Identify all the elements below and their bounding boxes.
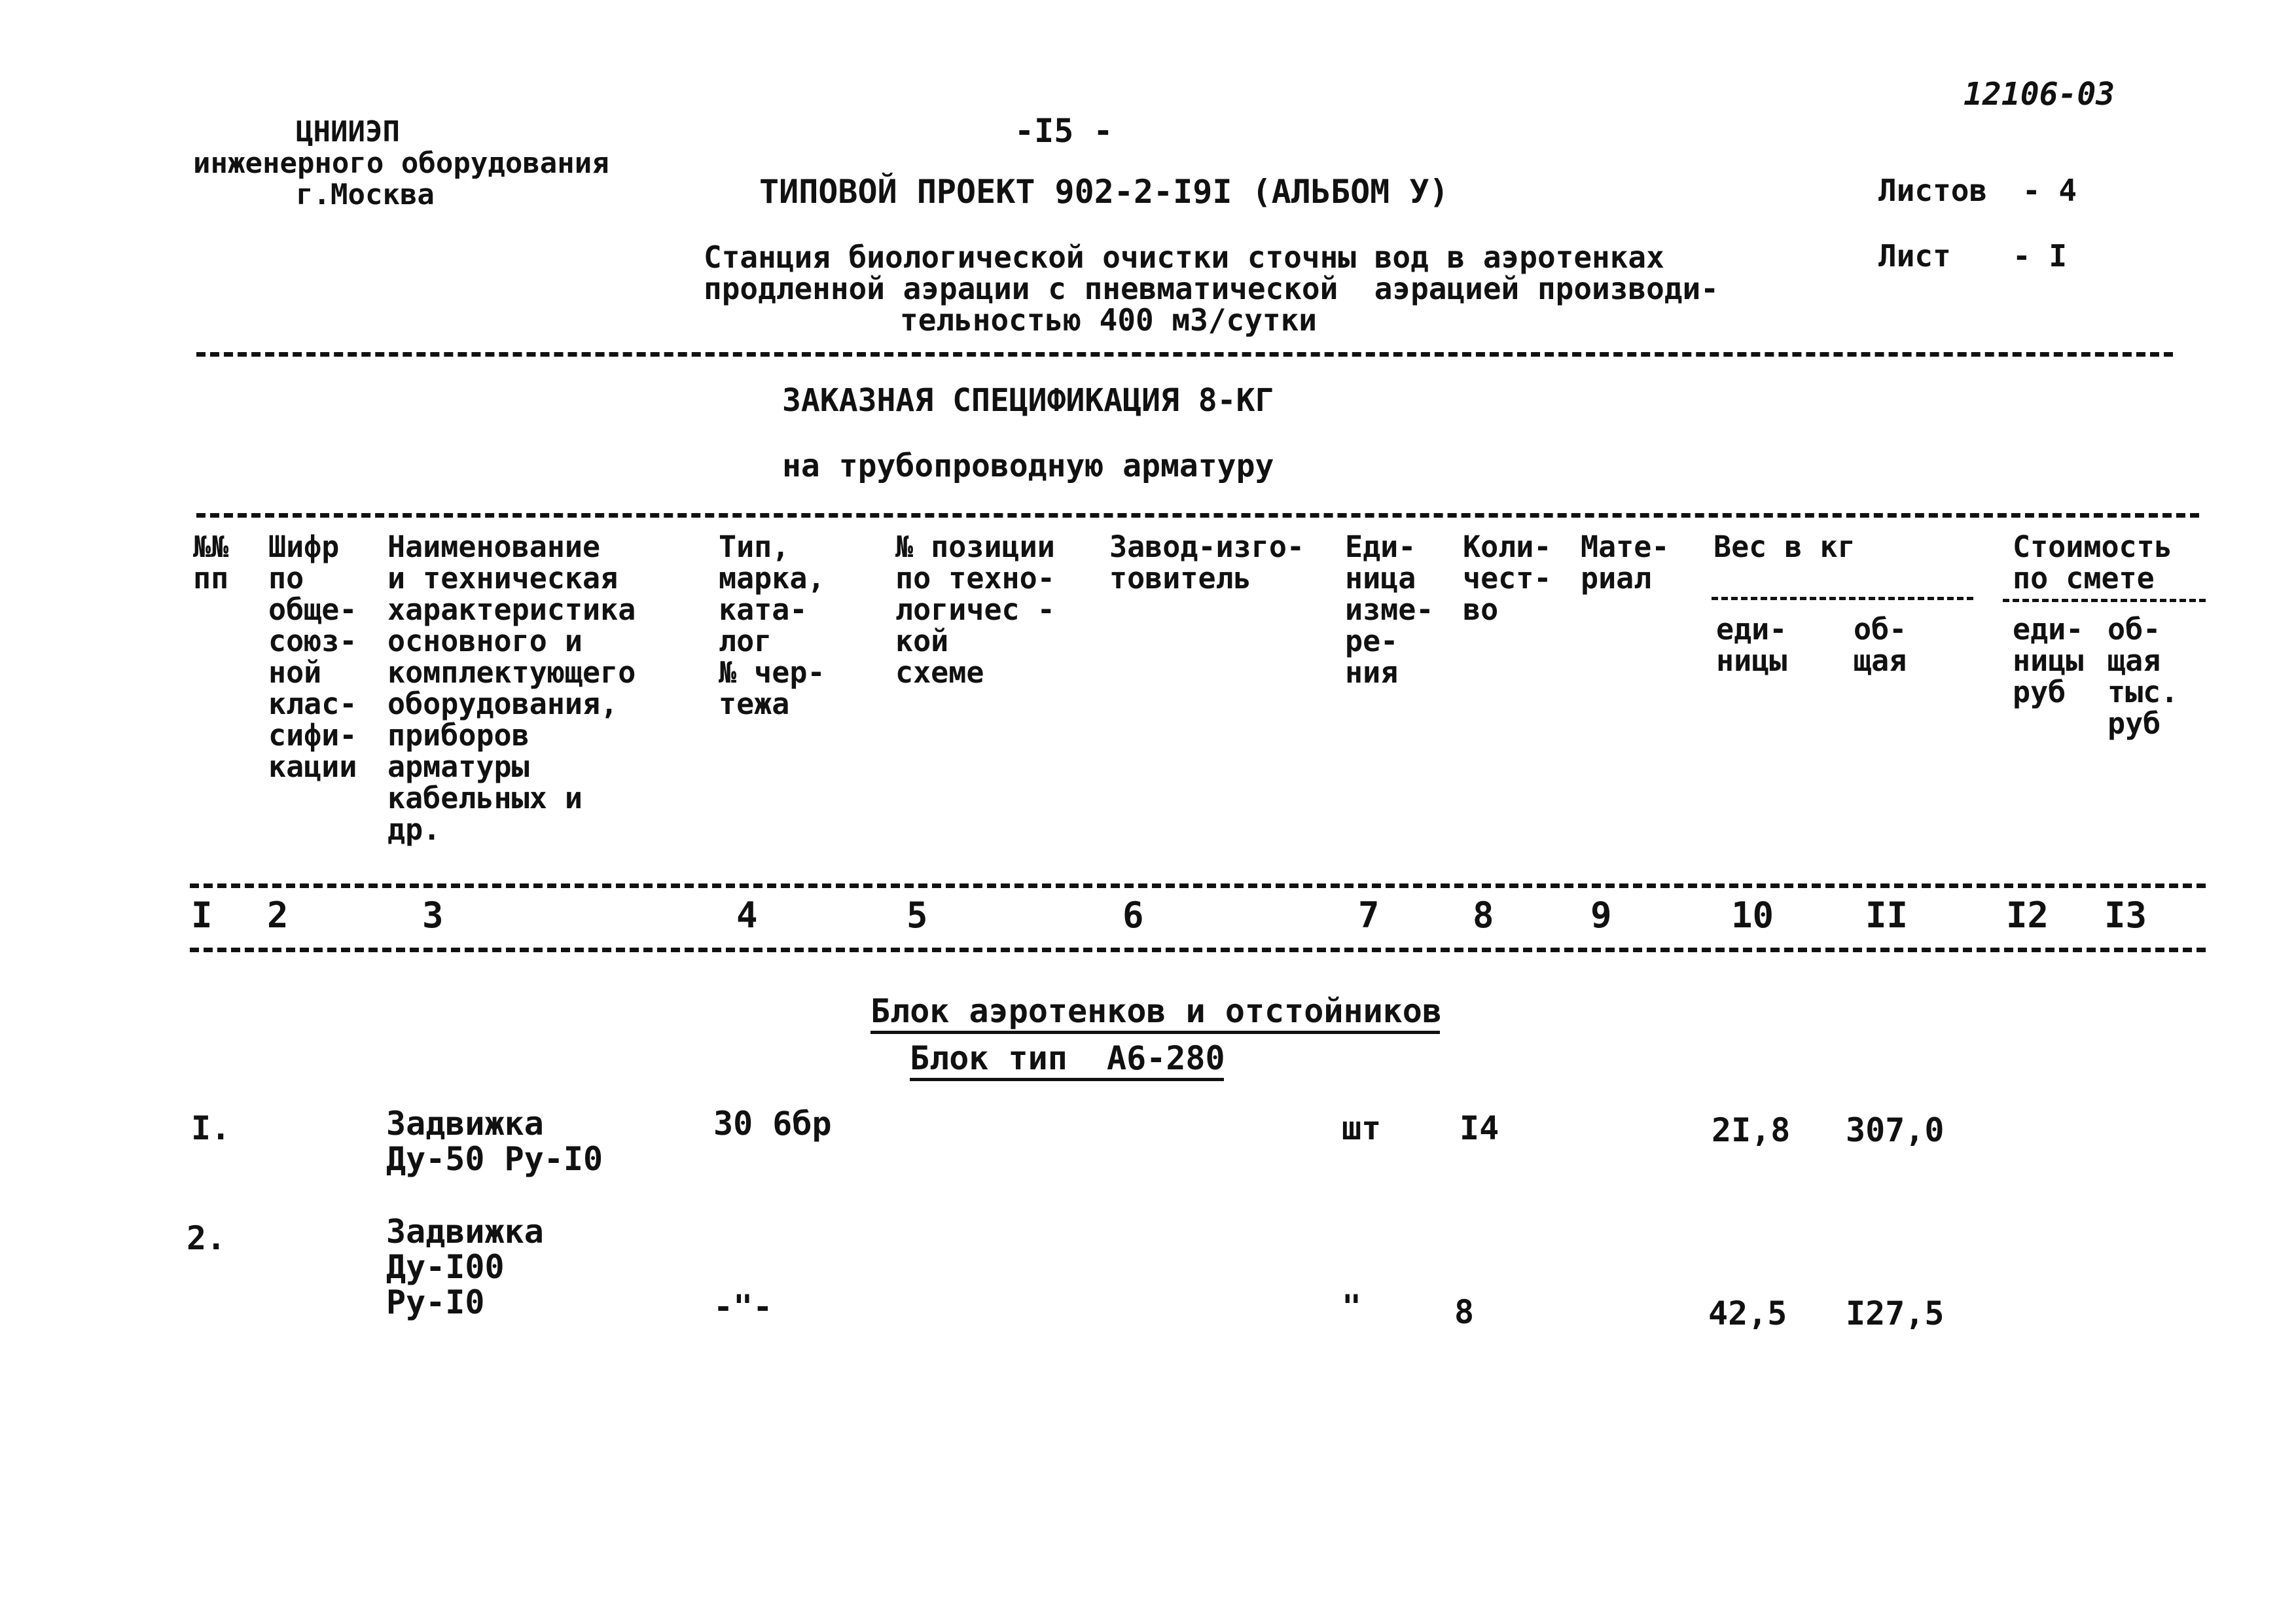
row-1-quantity: I4 [1460,1109,1499,1147]
sheets-total-label: Листов [1878,173,1988,208]
header-weight-unit: еди- ницы [1716,612,1787,678]
header-quantity: Коли- чест- во [1463,529,1552,627]
row-2-unit: " [1342,1288,1362,1326]
row-2-total-weight: I27,5 [1846,1294,1945,1332]
section-title-underline [870,1031,1440,1034]
header-weight-total: об- щая [1854,612,1907,678]
header-position: № позиции по техно- логичес - кой схеме [895,529,1055,690]
document-number: 12106-03 [1964,76,2115,113]
header-unit: Еди- ница изме- ре- ния [1345,529,1434,690]
header-cost-group: Стоимость по смете [2013,529,2172,596]
section-title: Блок аэротенков и отстойников [870,992,1442,1030]
description-line-1: Станция биологической очистки сточны вод в аэротенках [704,240,1664,275]
column-numbers-top-line [190,883,2206,888]
row-1-total-weight: 307,0 [1846,1111,1945,1149]
row-2-quantity: 8 [1454,1293,1475,1331]
column-number-5: 5 [906,895,928,936]
header-divider [196,352,2173,357]
organization-city: г.Москва [296,178,435,211]
row-2-name: Задвижка Ду-I00 Ру-I0 [386,1213,544,1321]
header-classification-code: Шифр по обще- союз- ной клас- сифи- кации [268,529,357,784]
column-number-13: I3 [2104,895,2147,936]
header-name: Наименование и техническая характеристика основного и комплектующего оборудования, приборов арматуры кабельных и др. [387,529,636,847]
sheets-total-value: - 4 [2022,173,2077,208]
organization-name: ЦНИИЭП [296,115,400,149]
spec-subtitle: на трубопроводную арматуру [782,448,1274,484]
row-2-number: 2. [187,1219,226,1257]
description-line-2: продленной аэрации с пневматической аэрацией производи- [704,271,1719,306]
row-2-type: -"- [713,1288,773,1326]
page-marker: -I5 - [1014,112,1113,150]
header-row-number: №№ пп [193,529,229,596]
column-number-3: 3 [422,895,444,936]
column-number-6: 6 [1122,895,1144,936]
section-subtitle: Блок тип А6-280 [910,1039,1225,1077]
weight-group-divider [1712,597,1973,600]
column-number-11: II [1865,895,1909,936]
description-line-3: тельностью 400 м3/сутки [900,302,1317,338]
row-1-unit: шт [1342,1109,1382,1147]
sheet-value: - I [2013,238,2068,274]
cost-group-divider [2003,599,2206,602]
section-subtitle-underline [910,1078,1224,1081]
header-weight-group: Вес в кг [1713,529,1856,564]
row-2-unit-weight: 42,5 [1708,1294,1787,1332]
row-1-type: 30 6бр [713,1105,832,1143]
column-number-12: I2 [2006,895,2049,936]
project-title: ТИПОВОЙ ПРОЕКТ 902-2-I9I (АЛЬБОМ У) [759,173,1449,211]
header-material: Мате- риал [1581,529,1670,596]
column-number-7: 7 [1358,895,1380,936]
sheet-label: Лист [1878,238,1951,274]
column-number-9: 9 [1590,895,1612,936]
column-number-2: 2 [267,895,289,936]
column-numbers-bottom-line [190,948,2206,952]
column-number-4: 4 [736,895,758,936]
row-1-name: Задвижка Ду-50 Ру-I0 [386,1105,603,1178]
spec-title: ЗАКАЗНАЯ СПЕЦИФИКАЦИЯ 8-КГ [782,382,1274,419]
header-cost-total: об- щая тыс. руб [2108,612,2179,741]
column-number-1: I [191,895,213,936]
table-top-line [196,513,2199,518]
header-cost-unit: еди- ницы руб [2013,612,2084,709]
column-number-8: 8 [1473,895,1494,936]
column-number-10: 10 [1731,895,1774,936]
header-manufacturer: Завод-изго- товитель [1109,529,1305,596]
row-1-number: I. [191,1109,231,1147]
header-type: Тип, марка, ката- лог № чер- тежа [719,529,825,721]
organization-department: инженерного оборудования [193,147,609,180]
row-1-unit-weight: 2I,8 [1712,1111,1791,1149]
